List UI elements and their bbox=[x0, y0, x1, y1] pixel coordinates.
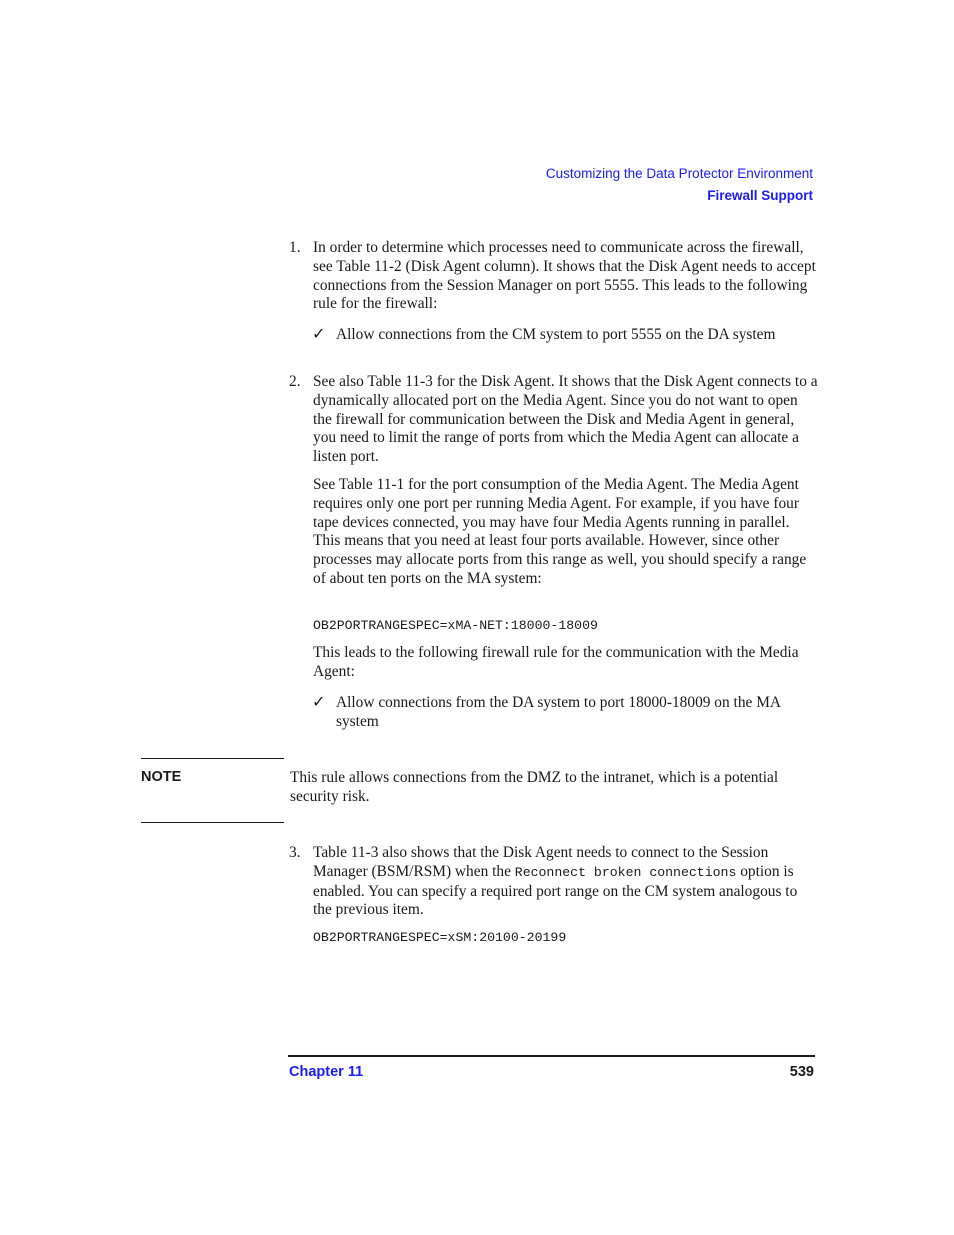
footer-chapter: Chapter 11 bbox=[289, 1064, 364, 1080]
step-2-rule: Allow connections from the DA system to port 18000-18009 on the MA system bbox=[336, 694, 781, 730]
step-2-number: 2. bbox=[289, 373, 301, 390]
note-label: NOTE bbox=[141, 769, 182, 785]
running-header-section: Firewall Support bbox=[707, 188, 813, 203]
step-2-paragraph-2: See Table 11-1 for the port consumption of the Media Agent. The Media Agent requires only one port per running Media Agent. For example, if you have four tape devices connected, you may have four Media Agents running in parallel. This means that you need at least four ports available. However, since other processes may allocate ports from this range as well, you should specify a range of about ten ports on the MA system: bbox=[313, 476, 807, 587]
page-number: 539 bbox=[789, 1064, 814, 1080]
note-bottom-rule bbox=[141, 822, 284, 823]
note-text: This rule allows connections from the DMZ to the intranet, which is a potential security risk. bbox=[290, 769, 779, 805]
step-3-text-after: option is enabled. You can specify a required port range on the CM system analogous to the previous item. bbox=[313, 862, 798, 919]
step-1-number: 1. bbox=[289, 239, 301, 256]
running-header-chapter: Customizing the Data Protector Environment bbox=[545, 166, 813, 181]
step-2-paragraph-3: This leads to the following firewall rule for the communication with the Media Agent: bbox=[313, 644, 799, 680]
step-1-rule: Allow connections from the CM system to port 5555 on the DA system bbox=[336, 326, 776, 343]
step-3-code: OB2PORTRANGESPEC=xSM:20100-20199 bbox=[313, 930, 567, 945]
step-3-number: 3. bbox=[289, 844, 301, 861]
check-icon: ✓ bbox=[312, 326, 326, 343]
step-2-text: See also Table 11-3 for the Disk Agent. It shows that the Disk Agent connects to a dynamically allocated port on the Media Agent. Since you do not want to open the firewall for communication between the Disk and Media Agent in general, you need to limit the range of ports from which the Media Agent can allocate a listen port. bbox=[313, 373, 818, 466]
note-top-rule bbox=[141, 758, 284, 759]
step-2-code: OB2PORTRANGESPEC=xMA-NET:18000-18009 bbox=[313, 618, 598, 633]
step-3-inline-code: Reconnect broken connections bbox=[514, 864, 737, 880]
step-3-text bbox=[313, 844, 818, 920]
step-3-text-before: Table 11-3 also shows that the Disk Agent needs to connect to the Session Manager (BSM/RSM) when the bbox=[313, 844, 769, 880]
check-icon: ✓ bbox=[312, 694, 326, 711]
footer-rule bbox=[288, 1055, 815, 1057]
step-1-text: In order to determine which processes need to communicate across the firewall, see Table 11-2 (Disk Agent column). It shows that the Disk Agent needs to accept connections from the Session Manager on port 5555. This leads to the following rule for the firewall: bbox=[313, 239, 816, 313]
